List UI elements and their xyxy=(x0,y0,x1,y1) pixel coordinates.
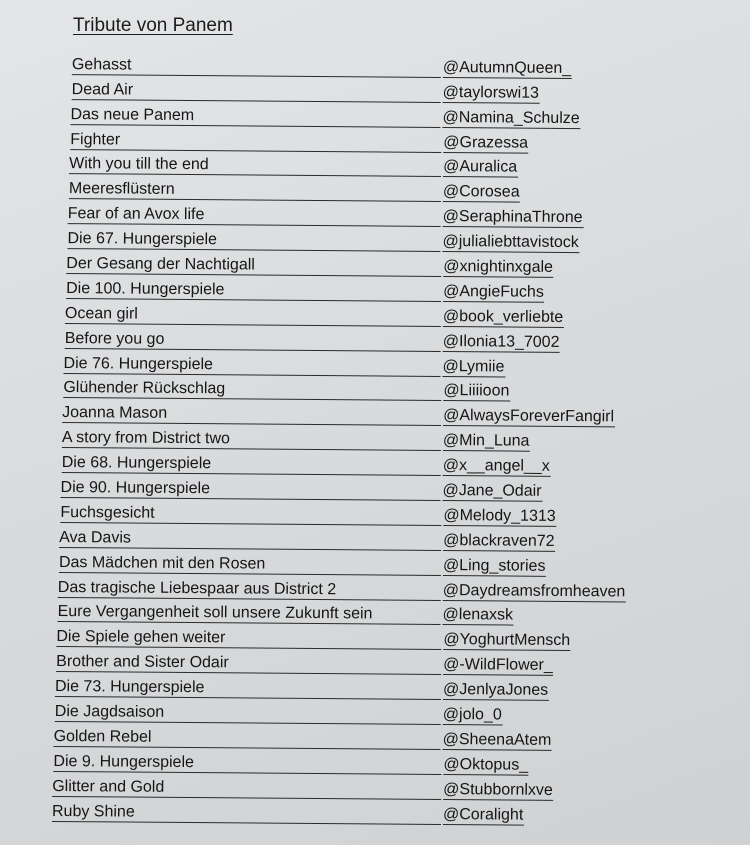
story-title: Dead Air xyxy=(71,80,134,99)
author-handle: @Auralica xyxy=(443,158,518,177)
author-handle: @Stubbornlxve xyxy=(443,780,553,799)
author-handle: @Oktopus_ xyxy=(443,755,529,774)
author-handle: @Namina_Schulze xyxy=(442,108,580,127)
author-handle: @Min_Luna xyxy=(442,432,530,450)
author-handle: @lenaxsk xyxy=(442,606,514,625)
story-title: Die Jagdsaison xyxy=(54,703,165,721)
author-handle: @jolo_0 xyxy=(442,706,502,724)
author-handle: @julialiebttavistock xyxy=(442,233,579,252)
author-handle: @Melody_1313 xyxy=(443,506,556,525)
author-handle: @JenlyaJones xyxy=(442,681,549,700)
story-title: Joanna Mason xyxy=(62,404,168,423)
author-handle: @taylorswi13 xyxy=(442,83,540,102)
author-handle: @Corosea xyxy=(442,183,520,201)
entry-list xyxy=(0,52,750,829)
story-title: Die 90. Hungerspiele xyxy=(60,479,211,498)
underline-rule xyxy=(52,821,441,825)
story-title: Das Mädchen mit den Rosen xyxy=(58,553,266,573)
story-title: Glitter and Gold xyxy=(52,777,165,796)
story-title: Glühender Rückschlag xyxy=(63,379,226,398)
story-title: Das tragische Liebespaar aus District 2 xyxy=(57,578,337,598)
author-handle: @book_verliebte xyxy=(442,307,564,326)
story-title: Eure Vergangenheit soll unsere Zukunft sein xyxy=(57,603,373,623)
story-title: A story from District two xyxy=(61,429,231,448)
story-title: Gehasst xyxy=(71,55,132,74)
author-handle: @xnightinxgale xyxy=(443,258,554,276)
story-title: Die 68. Hungerspiele xyxy=(61,454,212,473)
story-title: Die 76. Hungerspiele xyxy=(63,354,214,373)
list-item xyxy=(0,798,744,829)
story-title: Die 73. Hungerspiele xyxy=(54,678,205,697)
author-handle: @Jane_Odair xyxy=(442,482,542,500)
story-title: Das neue Panem xyxy=(70,105,195,124)
author-handle: @AngieFuchs xyxy=(443,282,544,301)
author-handle: @-WildFlower_ xyxy=(443,656,553,675)
author-handle: @SheenaAtem xyxy=(442,730,552,749)
author-handle: @Ling_stories xyxy=(442,556,546,575)
author-handle: @Lymiie xyxy=(442,357,505,376)
story-title: Brother and Sister Odair xyxy=(56,653,229,672)
author-handle: @SeraphinaThrone xyxy=(442,208,583,227)
author-handle: @blackraven72 xyxy=(443,531,555,550)
story-title: Meeresflüstern xyxy=(68,180,175,199)
author-handle: @Ilonia13_7002 xyxy=(442,332,560,351)
page-title: Tribute von Panem xyxy=(73,15,233,36)
story-title: Die 67. Hungerspiele xyxy=(67,230,218,249)
story-title: Ocean girl xyxy=(64,304,138,323)
story-title: Der Gesang der Nachtigall xyxy=(66,255,255,274)
author-handle: @x__angel__x xyxy=(442,457,550,475)
author-handle: @AlwaysForeverFangirl xyxy=(443,407,615,426)
story-title: Ruby Shine xyxy=(51,802,135,821)
story-title: Fear of an Avox life xyxy=(67,205,205,224)
story-title: Fighter xyxy=(70,130,121,149)
story-title: Ava Davis xyxy=(59,528,131,547)
author-handle: @Grazessa xyxy=(443,133,529,152)
author-handle: @Daydreamsfromheaven xyxy=(442,581,626,601)
author-handle: @Liiiioon xyxy=(443,382,510,401)
author-handle: @YoghurtMensch xyxy=(443,631,571,650)
story-title: Die Spiele gehen weiter xyxy=(56,628,226,647)
story-title: Golden Rebel xyxy=(53,727,152,746)
story-title: Die 100. Hungerspiele xyxy=(66,279,225,299)
story-title: Die 9. Hungerspiele xyxy=(53,752,195,771)
author-handle: @AutumnQueen_ xyxy=(442,58,572,77)
story-title: Fuchsgesicht xyxy=(60,503,155,522)
author-handle: @Coralight xyxy=(442,805,524,824)
story-title: Before you go xyxy=(64,329,165,348)
story-title: With you till the end xyxy=(69,155,209,174)
